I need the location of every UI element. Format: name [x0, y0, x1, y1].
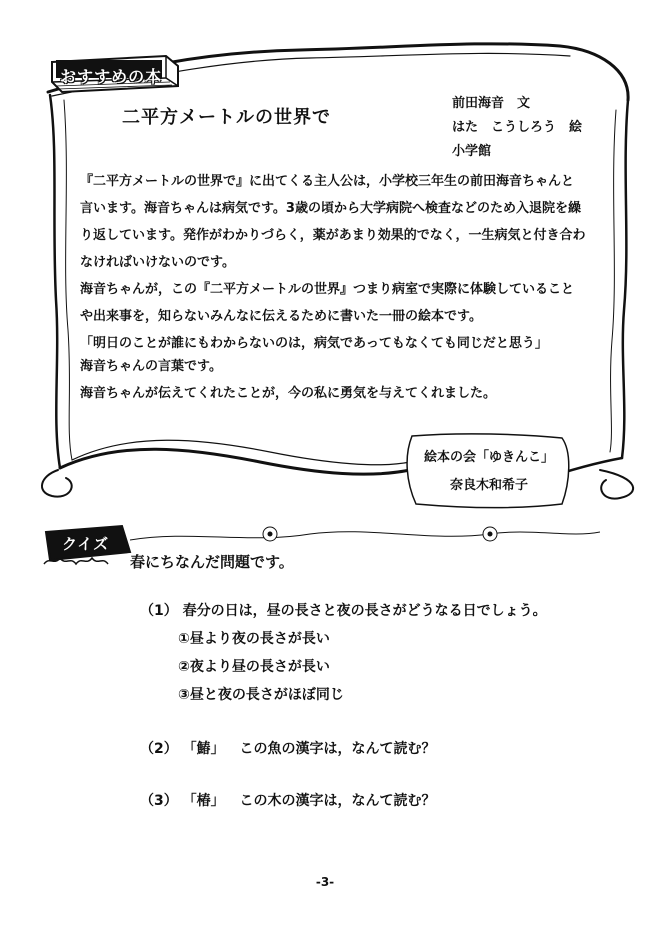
review-line: や出来事を，知らないみんなに伝えるために書いた一冊の絵本です。 — [80, 309, 482, 324]
signature-name: 奈良木和希子 — [449, 478, 528, 493]
review-line: 『二平方メートルの世界で』に出てくる主人公は，小学校三年生の前田海音ちゃんと — [80, 174, 575, 189]
quiz-intro: 春にちなんだ問題です。 — [130, 553, 294, 571]
question-text: 春分の日は，昼の長さと夜の長さがどうなる日でしょう。 — [182, 603, 547, 619]
answer-option-2: ②夜より昼の長さが長い — [178, 659, 330, 675]
question-text: この魚の漢字は，なんて読む？ — [239, 741, 436, 757]
flower-icon — [263, 527, 277, 541]
book-title: 二平方メートルの世界で — [122, 107, 331, 128]
signature-group: 絵本の会「ゆきんこ」 — [423, 450, 554, 465]
review-line: り返しています。発作がわかりづらく，薬があまり効果的でなく，一生病気と付き合わ — [80, 228, 586, 243]
question-kanji: 「椿」 — [182, 793, 225, 809]
review-line: 「明日のことが誰にもわからないのは，病気であってもなくても同じだと思う」 — [80, 336, 548, 351]
question-number: （3） — [140, 793, 178, 809]
publisher-credit: 小学館 — [452, 144, 492, 159]
question-1 — [140, 600, 547, 620]
review-line: 海音ちゃんの言葉です。 — [80, 359, 222, 374]
author-credit: 前田海音 文 — [452, 96, 531, 111]
decorative-vine — [130, 526, 600, 546]
review-line: 海音ちゃんが，この『二平方メートルの世界』つまり病室で実際に体験していること — [80, 282, 575, 297]
question-number: （2） — [140, 741, 178, 757]
answer-option-3: ③昼と夜の長さがほぼ同じ — [178, 687, 344, 703]
review-text — [80, 170, 600, 405]
question-3 — [140, 790, 436, 810]
signature-bubble — [402, 432, 574, 510]
recommended-book-label: おすすめの本 — [60, 67, 163, 86]
question-number: （1） — [140, 603, 178, 619]
review-line: 海音ちゃんが伝えてくれたことが，今の私に勇気を与えてくれました。 — [80, 386, 497, 401]
page-number: -3- — [315, 875, 335, 889]
review-line: 言います。海音ちゃんは病気です。3歳の頃から大学病院へ検査などのため入退院を繰 — [80, 201, 581, 216]
flower-icon — [483, 527, 497, 541]
question-kanji: 「鰆」 — [182, 741, 225, 757]
question-text: この木の漢字は，なんて読む？ — [239, 793, 436, 809]
answer-option-1: ①昼より夜の長さが長い — [178, 631, 330, 647]
review-line: なければいけないのです。 — [80, 255, 235, 270]
question-2 — [140, 738, 436, 758]
illustrator-credit: はた こうしろう 絵 — [452, 120, 583, 135]
quiz-label: クイズ — [62, 535, 110, 553]
